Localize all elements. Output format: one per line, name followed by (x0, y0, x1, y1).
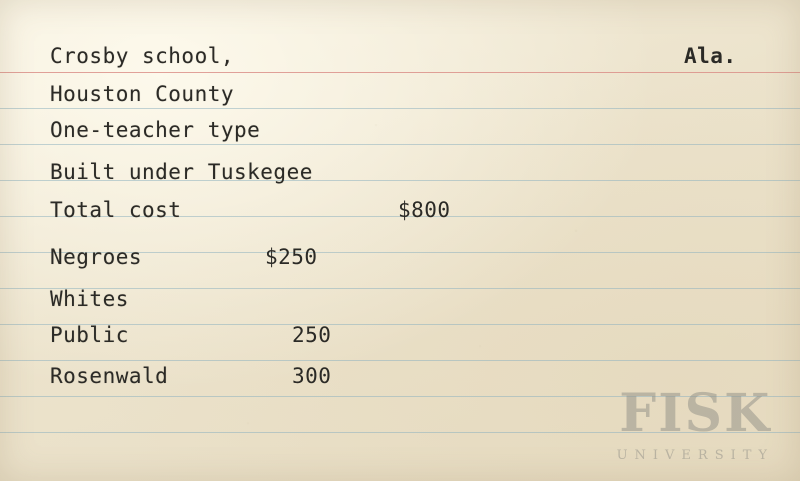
rosenwald-label: Rosenwald (50, 364, 169, 388)
total-cost-label: Total cost (50, 198, 182, 222)
negroes-value: $250 (265, 245, 318, 269)
total-cost-value: $800 (398, 198, 451, 222)
negroes-label: Negroes (50, 245, 143, 269)
watermark-name: FISK (619, 383, 772, 444)
rosenwald-value: 300 (292, 364, 332, 388)
whites-label: Whites (50, 287, 129, 311)
public-value: 250 (292, 323, 332, 347)
built-under: Built under Tuskegee (50, 160, 313, 184)
watermark-subtitle: UNIVERSITY (616, 448, 774, 463)
school-type: One-teacher type (50, 118, 261, 142)
school-name: Crosby school, (50, 44, 235, 68)
county: Houston County (50, 82, 235, 106)
public-label: Public (50, 323, 129, 347)
state-label: Ala. (684, 44, 737, 68)
